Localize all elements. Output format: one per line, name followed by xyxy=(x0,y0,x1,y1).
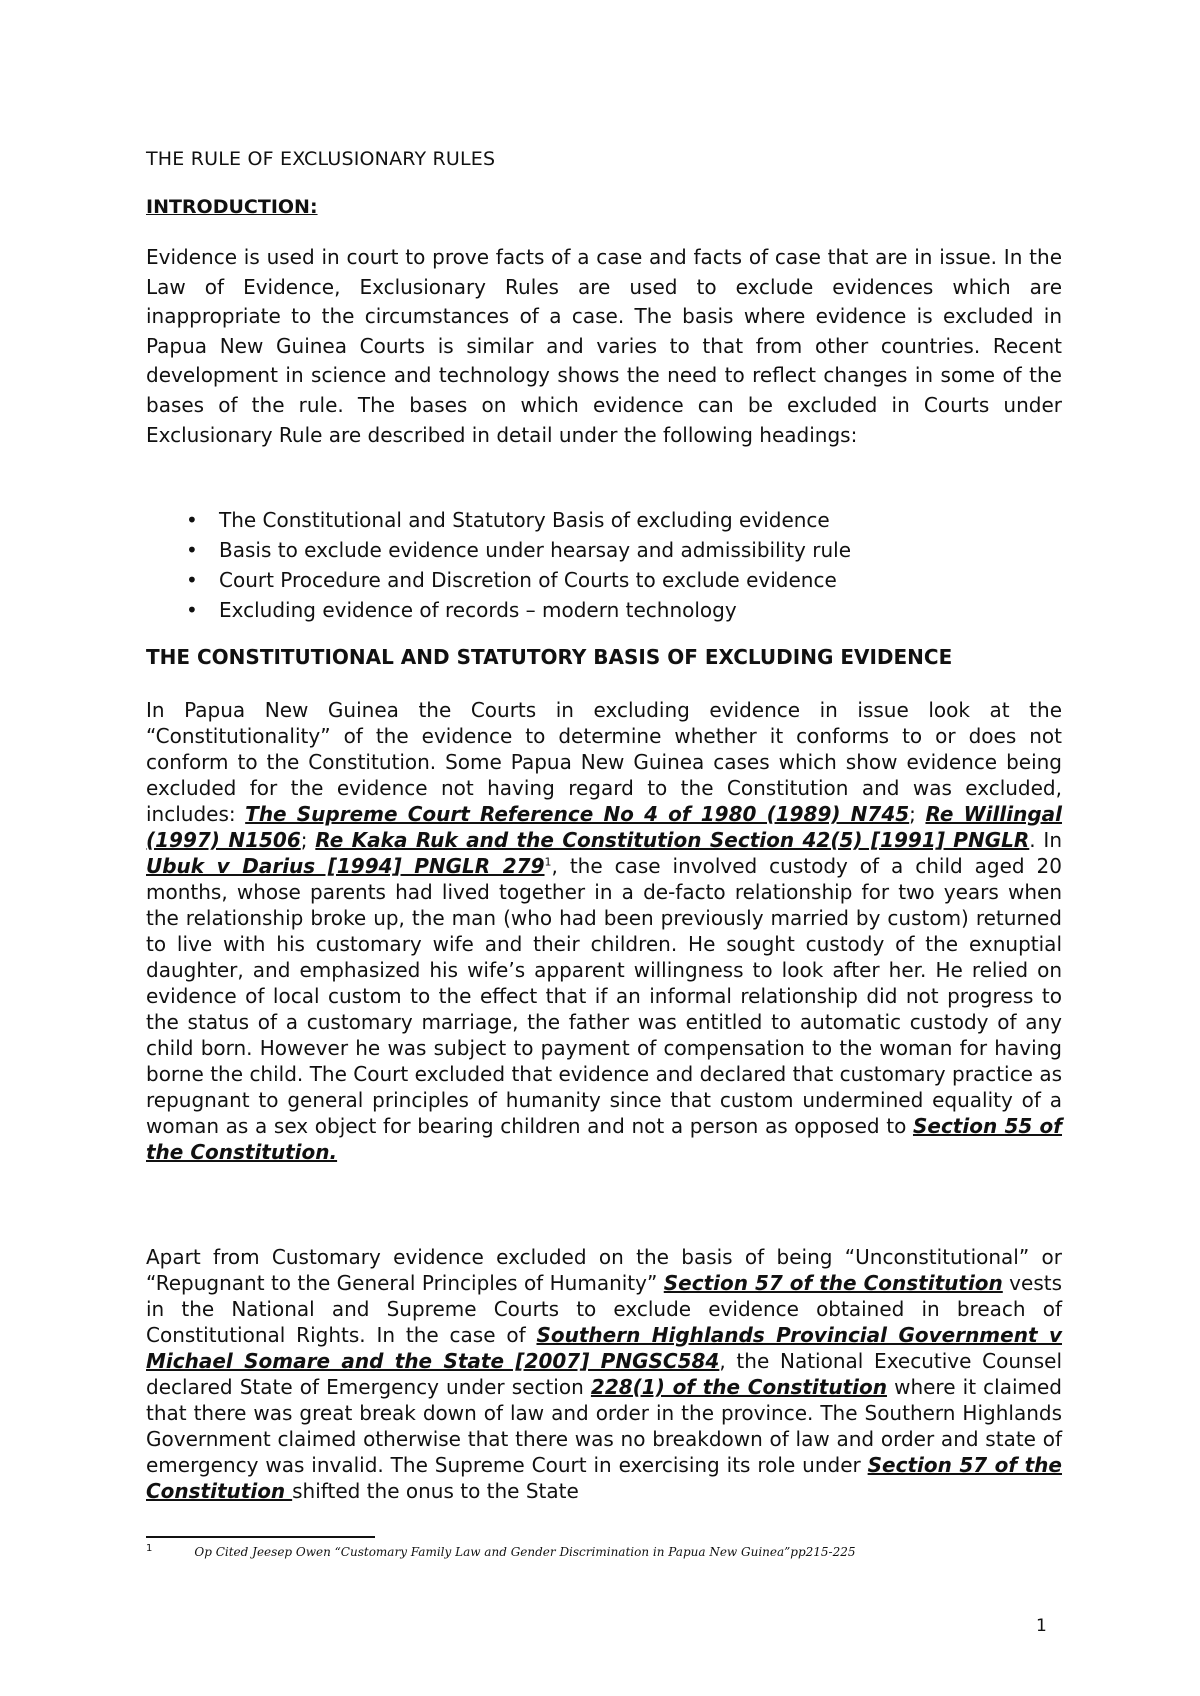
footnote xyxy=(146,1543,856,1559)
case-citation: Southern Highlands Provincial Government v Michael Somare and the State [2007] PNGSC584 xyxy=(146,1323,1062,1373)
bullet-icon: • xyxy=(186,508,198,532)
introduction-heading: INTRODUCTION: xyxy=(146,196,318,218)
statute-citation: 228(1) of the Constitution xyxy=(590,1375,887,1399)
footnote-separator xyxy=(146,1536,375,1538)
headings-list xyxy=(146,505,851,625)
list-item: • Excluding evidence of records – modern technology xyxy=(146,595,851,625)
case-citation: Re Kaka Ruk and the Constitution Section 42(5) [1991] PNGLR xyxy=(315,828,1030,852)
document-title: THE RULE OF EXCLUSIONARY RULES xyxy=(146,148,496,170)
page-number: 1 xyxy=(1036,1616,1047,1636)
footnote-number: 1 xyxy=(146,1543,153,1554)
introduction-paragraph: Evidence is used in court to prove facts of a case and facts of case that are in issue. In the Law of Evidence, Exclusionary Rules are used to exclude evidences which are inappropriate to the circumstances of a case. The basis where evidence is excluded in Papua New Guinea Courts is similar and varies to that from other countries. Recent development in science and technology shows the need to reflect changes in some of the bases of the rule. The bases on which evidence can be excluded in Courts under Exclusionary Rule are described in detail under the following headings: xyxy=(146,245,1062,447)
section-paragraph-1: In Papua New Guinea the Courts in excluding evidence in issue look at the “Constitutionality” of the evidence to determine whether it conforms to or does not conform to the Constitution. Some Papua New Guinea cases which show evidence being excluded for the evidence not having regard to the Constitution and was excluded, includes: The Supreme Court Reference No 4 of 1980 (1989) N745; Re Willingal (1997) N1506; Re Kaka Ruk and the Constitution Section 42(5) [1991] PNGLR. In Ubuk v Darius [1994] PNGLR $279^1$, the case involved custody of a child aged 20 months, whose parents had lived together in a de-facto relationship for two years when the relationship broke up, the man (who had been previously married by custom) returned to live with his customary wife and their children. He sought custody of the exnuptial daughter, and emphasized his wife’s apparent willingness to look after her. He relied on evidence of local custom to the effect that if an informal relationship did not progress to the status of a customary marriage, the father was entitled to automatic custody of any child born. However he was subject to payment of compensation to the woman for having borne the child. The Court excluded that evidence and declared that customary practice as repugnant to general principles of humanity since that custom undermined equality of a woman as a sex object for bearing children and not a person as opposed to Section 55 of the Constitution. xyxy=(146,698,1063,1164)
list-item: • Basis to exclude evidence under hearsay and admissibility rule xyxy=(146,535,851,565)
statute-citation: Section 55 of the Constitution. xyxy=(146,1114,1062,1164)
list-item: • The Constitutional and Statutory Basis of excluding evidence xyxy=(146,505,851,535)
statute-citation: Section 57 of the Constitution xyxy=(663,1271,1003,1295)
section-heading: THE CONSTITUTIONAL AND STATUTORY BASIS OF EXCLUDING EVIDENCE xyxy=(146,645,953,669)
bullet-icon: • xyxy=(186,598,198,622)
list-item: • Court Procedure and Discretion of Courts to exclude evidence xyxy=(146,565,851,595)
bullet-icon: • xyxy=(186,538,198,562)
section-paragraph-2: Apart from Customary evidence excluded on the basis of being “Unconstitutional” or “Repugnant to the General Principles of Humanity” Section 57 of the Constitution vests in the National and Supreme Courts to exclude evidence obtained in breach of Constitutional Rights. In the case of Southern Highlands Provincial Government v Michael Somare and the State [2007] PNGSC584, the National Executive Counsel declared State of Emergency under section 228(1) of the Constitution where it claimed that there was great break down of law and order in the province. The Southern Highlands Government claimed otherwise that there was no breakdown of law and order and state of emergency was invalid. The Supreme Court in exercising its role under Section 57 of the Constitution shifted the onus to the State xyxy=(146,1245,1063,1503)
case-citation: Re Willingal (1997) N1506 xyxy=(146,802,1062,852)
footnote-text: Op Cited Jeesep Owen “Customary Family Law and Gender Discrimination in Papua New Guinea”pp215-225 xyxy=(194,1545,856,1559)
statute-citation: Section 57 of the Constitution xyxy=(146,1453,1062,1503)
bullet-icon: • xyxy=(186,568,198,592)
case-citation: The Supreme Court Reference No 4 of 1980 (1989) N745 xyxy=(245,802,910,826)
footnote-reference[interactable]: 1 xyxy=(544,855,552,869)
case-citation: Ubuk v Darius [1994] PNGLR 279 xyxy=(146,854,545,878)
